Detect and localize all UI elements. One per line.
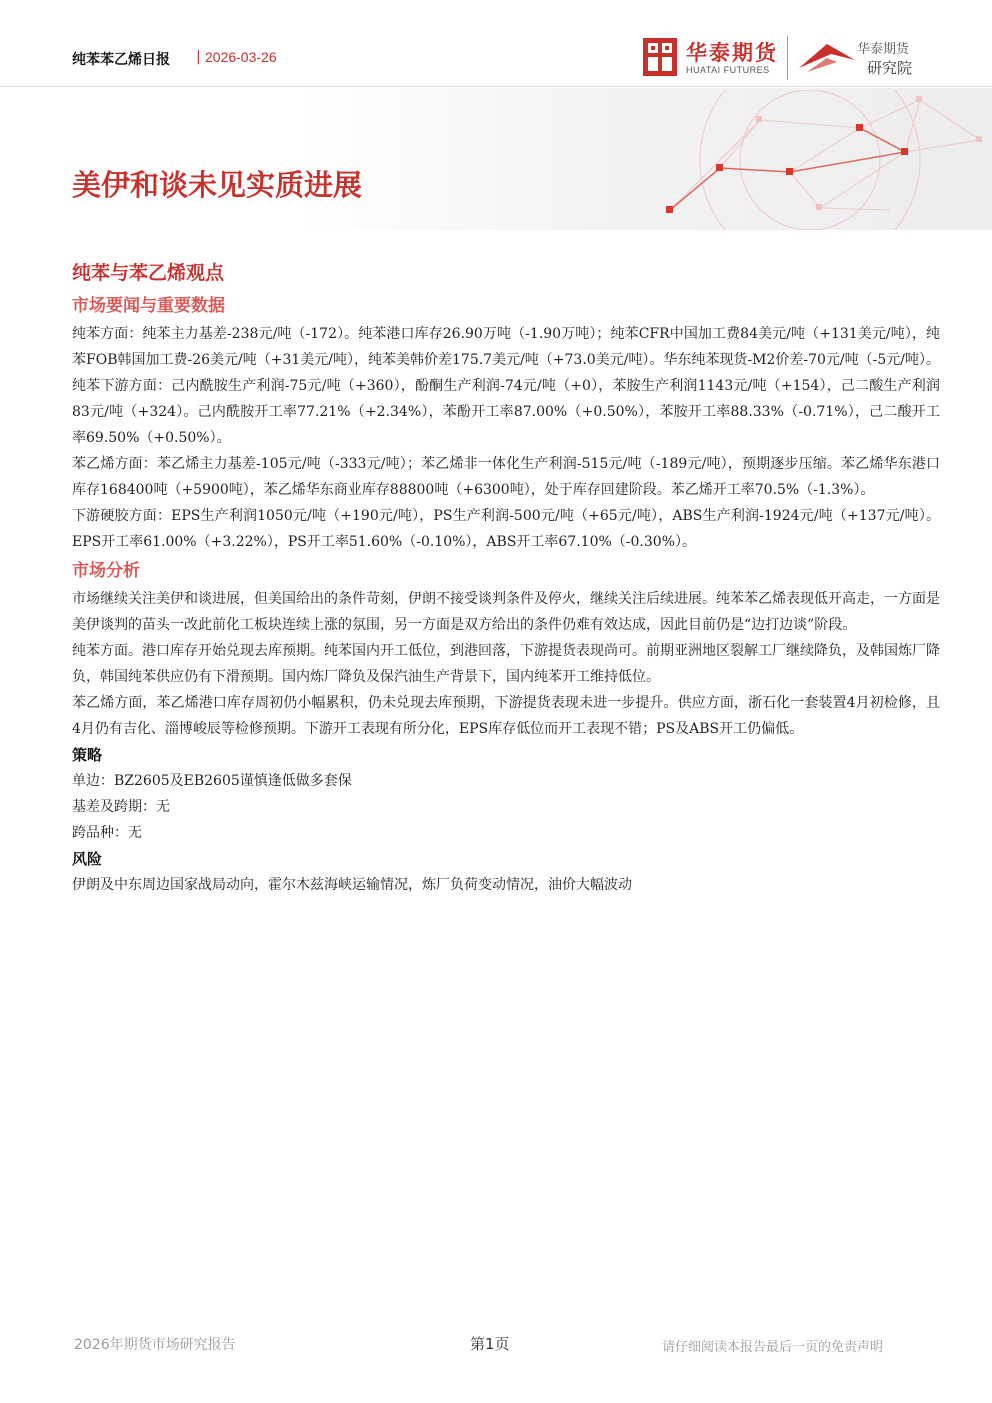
disclaimer-note: 请仔细阅读本报告最后一页的免责声明 xyxy=(662,1340,884,1355)
strategy-item: 单边：BZ2605及EB2605谨慎逢低做多套保 xyxy=(72,773,352,789)
huatai-logo-icon xyxy=(643,38,677,76)
news-paragraph: 下游硬胶方面：EPS生产利润1050元/吨（+190元/吨），PS生产利润-500元/吨（+65元/吨），ABS生产利润-1924元/吨（+137元/吨）。EPS开工率61.00%（+3.22%），PS开工率51.60%（-0.10%），ABS开工率67.10%（-0.30%）。 xyxy=(72,508,940,550)
news-paragraph: 纯苯下游方面：己内酰胺生产利润-75元/吨（+360），酚酮生产利润-74元/吨（+0），苯胺生产利润1143元/吨（+154），己二酸生产利润83元/吨（+324）。己内酰胺开工率77.21%（+2.34%），苯酚开工率87.00%（+0.50%），苯胺开工率88.33%（-0.71%），己二酸开工率69.50%（+0.50%）。 xyxy=(72,378,940,446)
report-body xyxy=(72,258,940,898)
institute-name-top: 华泰期货 xyxy=(857,42,910,57)
brand-name-cn: 华泰期货 xyxy=(686,41,778,65)
strategy-item: 跨品种：无 xyxy=(72,825,142,841)
page-number: 第1页 xyxy=(470,1335,510,1353)
news-paragraph: 纯苯方面：纯苯主力基差-238元/吨（-172）。纯苯港口库存26.90万吨（-1.90万吨）；纯苯CFR中国加工费84美元/吨（+131美元/吨），纯苯FOB韩国加工费-26美元/吨（+31美元/吨），纯苯美韩价差175.7美元/吨（+73.0美元/吨）。华东纯苯现货-M2价差-70元/吨（-5元/吨）。 xyxy=(72,326,941,368)
news-title: 市场要闻与重要数据 xyxy=(72,296,225,316)
footer-report-label: 2026年期货市场研究报告 xyxy=(74,1337,236,1353)
logo-divider xyxy=(787,36,788,80)
report-name: 纯苯苯乙烯日报 xyxy=(72,52,170,68)
main-title: 美伊和谈未见实质进展 xyxy=(72,168,363,202)
report-date: 2026-03-26 xyxy=(205,49,277,65)
risk-title: 风险 xyxy=(72,850,103,868)
header-rule xyxy=(0,86,992,87)
risk-text: 伊朗及中东周边国家战局动向，霍尔木兹海峡运输情况，炼厂负荷变动情况，油价大幅波动 xyxy=(72,877,632,893)
institute-name-bottom: 研究院 xyxy=(867,59,913,77)
strategy-title: 策略 xyxy=(72,746,103,764)
network-decoration-icon xyxy=(560,90,992,230)
analysis-paragraph: 纯苯方面。港口库存开始兑现去库预期。纯苯国内开工低位，到港回落，下游提货表现尚可。前期亚洲地区裂解工厂继续降负，及韩国炼厂降负，韩国纯苯供应仍有下滑预期。国内炼厂降负及保汽油生产背景下，国内纯苯开工维持低位。 xyxy=(72,643,940,685)
analysis-paragraph: 市场继续关注美伊和谈进展，但美国给出的条件苛刻，伊朗不接受谈判条件及停火，继续关注后续进展。纯苯苯乙烯表现低开高走，一方面是美伊谈判的苗头一改此前化工板块连续上涨的氛围，另一方面是双方给出的条件仍难有效达成，因此目前仍是“边打边谈”阶段。 xyxy=(72,591,940,633)
news-paragraph: 苯乙烯方面：苯乙烯主力基差-105元/吨（-333元/吨）；苯乙烯非一体化生产利润-515元/吨（-189元/吨），预期逐步压缩。苯乙烯华东港口库存168400吨（+5900吨），苯乙烯华东商业库存88800吨（+6300吨），处于库存回建阶段。苯乙烯开工率70.5%（-1.3%）。 xyxy=(72,456,940,498)
section-title: 纯苯与苯乙烯观点 xyxy=(72,262,225,284)
brand-name-en: HUATAI FUTURES xyxy=(686,65,770,75)
institute-logo-icon xyxy=(797,38,857,74)
header-separator: | xyxy=(196,49,201,65)
analysis-paragraph: 苯乙烯方面，苯乙烯港口库存周初仍小幅累积，仍未兑现去库预期，下游提货表现未进一步提升。供应方面，浙石化一套装置4月初检修，且4月仍有吉化、淄博峻辰等检修预期。下游开工表现有所分化，EPS库存低位而开工表现不错；PS及ABS开工仍偏低。 xyxy=(72,695,940,737)
analysis-title: 市场分析 xyxy=(72,561,140,581)
strategy-item: 基差及跨期：无 xyxy=(72,799,170,815)
